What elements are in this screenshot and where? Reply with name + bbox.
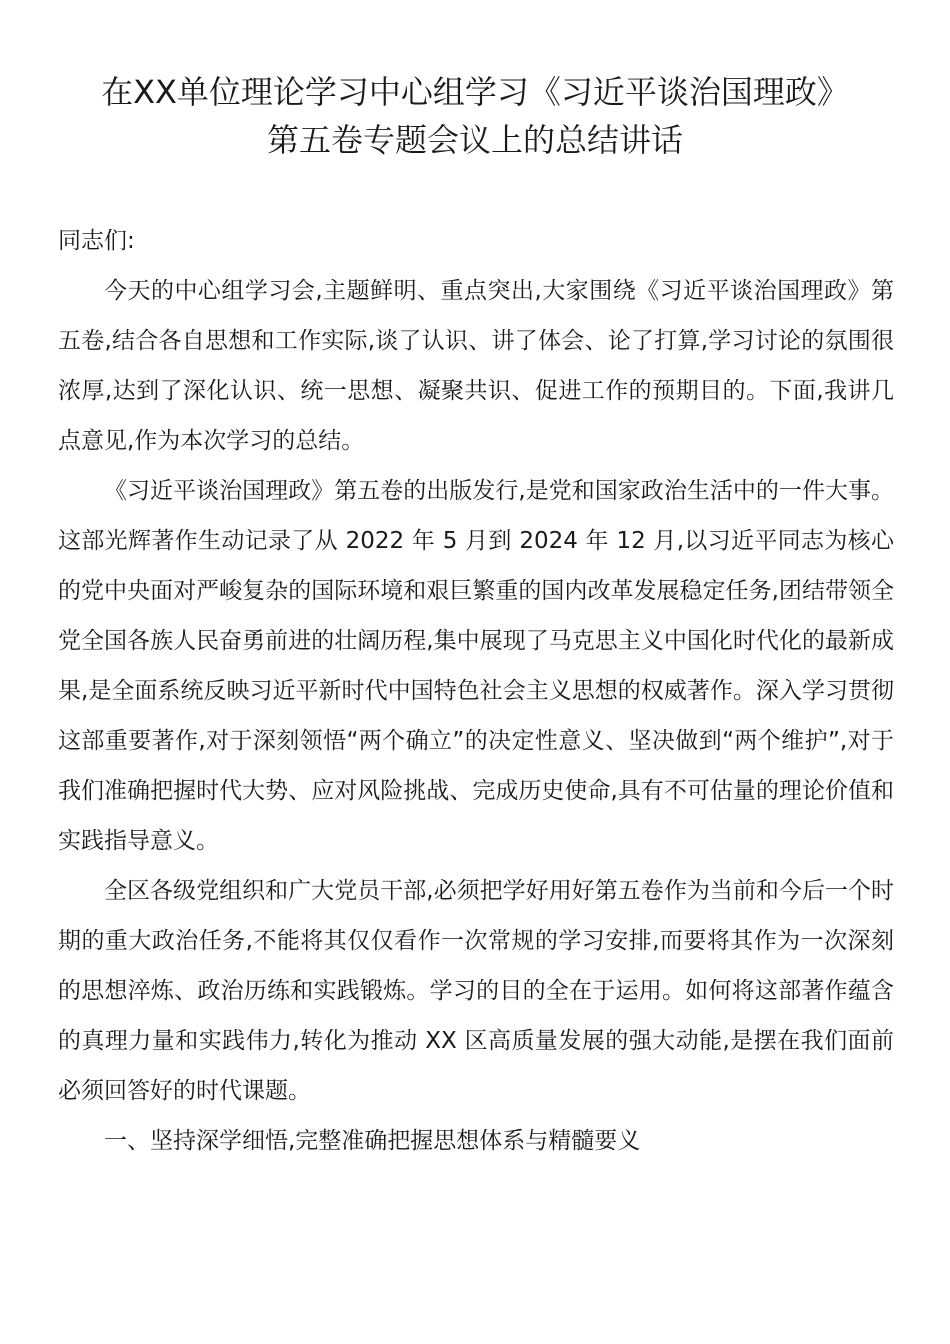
title-line-2: 第五卷专题会议上的总结讲话 (266, 121, 683, 159)
title-line-1: 在XX单位理论学习中心组学习《习近平谈治国理政》 (101, 73, 849, 111)
document-title (30, 68, 920, 164)
paragraph-task: 全区各级党组织和广大党员干部,必须把学好用好第五卷作为当前和今后一个时期的重大政治任务,不能将其仅仅看作一次常规的学习安排,而要将其作为一次深刻的思想淬炼、政治历练和实践锻炼。学习的目的全在于运用。如何将这部著作蕴含的真理力量和实践伟力,转化为推动 XX 区高质量发展的强大动能,是摆在我们面前必须回答好的时代课题。 (58, 878, 894, 1104)
salutation: 同志们: (58, 228, 135, 254)
document-body (58, 216, 894, 1166)
paragraph-opening: 今天的中心组学习会,主题鲜明、重点突出,大家围绕《习近平谈治国理政》第五卷,结合各自思想和工作实际,谈了认识、讲了体会、论了打算,学习讨论的氛围很浓厚,达到了深化认识、统一思想、凝聚共识、促进工作的预期目的。下面,我讲几点意见,作为本次学习的总结。 (58, 278, 894, 454)
section-heading-1: 一、坚持深学细悟,完整准确把握思想体系与精髓要义 (104, 1128, 641, 1154)
paragraph-significance: 《习近平谈治国理政》第五卷的出版发行,是党和国家政治生活中的一件大事。这部光辉著作生动记录了从 2022 年 5 月到 2024 年 12 月,以习近平同志为核心的党中央面对严峻复杂的国际环境和艰巨繁重的国内改革发展稳定任务,团结带领全党全国各族人民奋勇前进的壮阔历程,集中展现了马克思主义中国化时代化的最新成果,是全面系统反映习近平新时代中国特色社会主义思想的权威著作。深入学习贯彻这部重要著作,对于深刻领悟“两个确立”的决定性意义、坚决做到“两个维护”,对于我们准确把握时代大势、应对风险挑战、完成历史使命,具有不可估量的理论价值和实践指导意义。 (58, 478, 894, 854)
